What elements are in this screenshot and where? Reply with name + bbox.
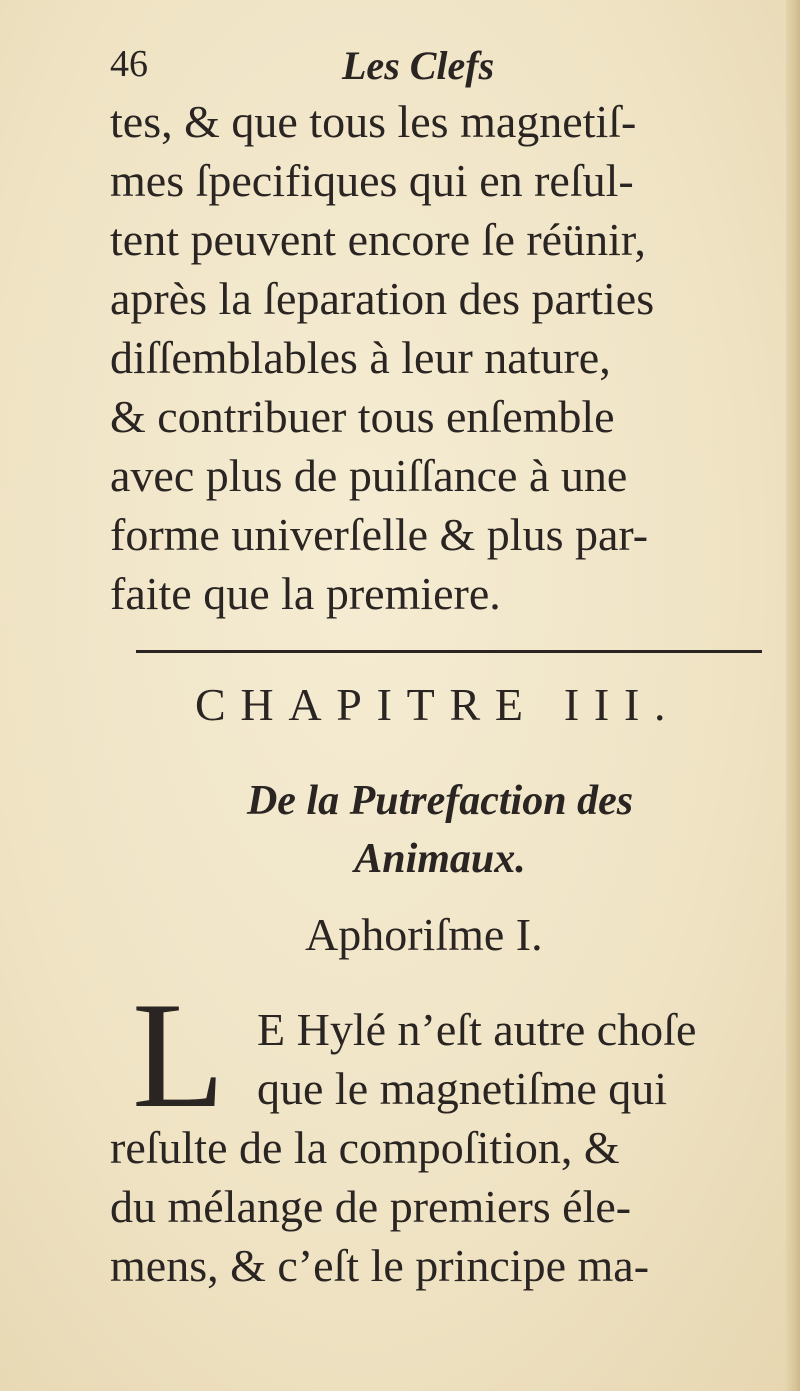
- chapter-heading: CHAPITRE III.: [195, 679, 681, 730]
- text-line: après la ſeparation des parties: [110, 273, 655, 324]
- subtitle-line: De la Putrefaction des: [246, 778, 634, 824]
- text-line: du mélange de premiers éle-: [110, 1181, 632, 1232]
- text-line: tes, & que tous les magnetiſ-: [110, 96, 637, 147]
- text-line: tent peuvent encore ſe réünir,: [110, 214, 646, 265]
- text-line: mes ſpecifiques qui en reſul-: [110, 155, 634, 206]
- text-line: forme univerſelle & plus par-: [110, 509, 649, 560]
- running-title: Les Clefs: [342, 43, 495, 88]
- text-line: mens, & c’eſt le principe ma-: [110, 1240, 650, 1291]
- text-line: E Hylé n’eſt autre choſe: [257, 1004, 697, 1055]
- text-line: reſulte de la compoſition, &: [110, 1122, 620, 1173]
- text-line: & contribuer tous enſemble: [110, 391, 615, 442]
- subtitle-line: Animaux.: [354, 836, 526, 882]
- aphorism-heading: Aphoriſme I.: [305, 909, 543, 960]
- drop-cap-letter: L: [132, 971, 225, 1139]
- text-line: diſſemblables à leur nature,: [110, 332, 611, 383]
- body-paragraph: [110, 92, 770, 623]
- page-header: [110, 42, 670, 92]
- text-line: faite que la premiere.: [110, 568, 501, 619]
- text-line: que le magnetiſme qui: [257, 1063, 668, 1114]
- page-number: 46: [110, 43, 148, 85]
- chapter-subtitle: [160, 772, 720, 888]
- text-line: avec plus de puiſſance à une: [110, 450, 628, 501]
- section-divider-rule: [136, 650, 762, 653]
- aphorism-paragraph: [110, 1000, 790, 1295]
